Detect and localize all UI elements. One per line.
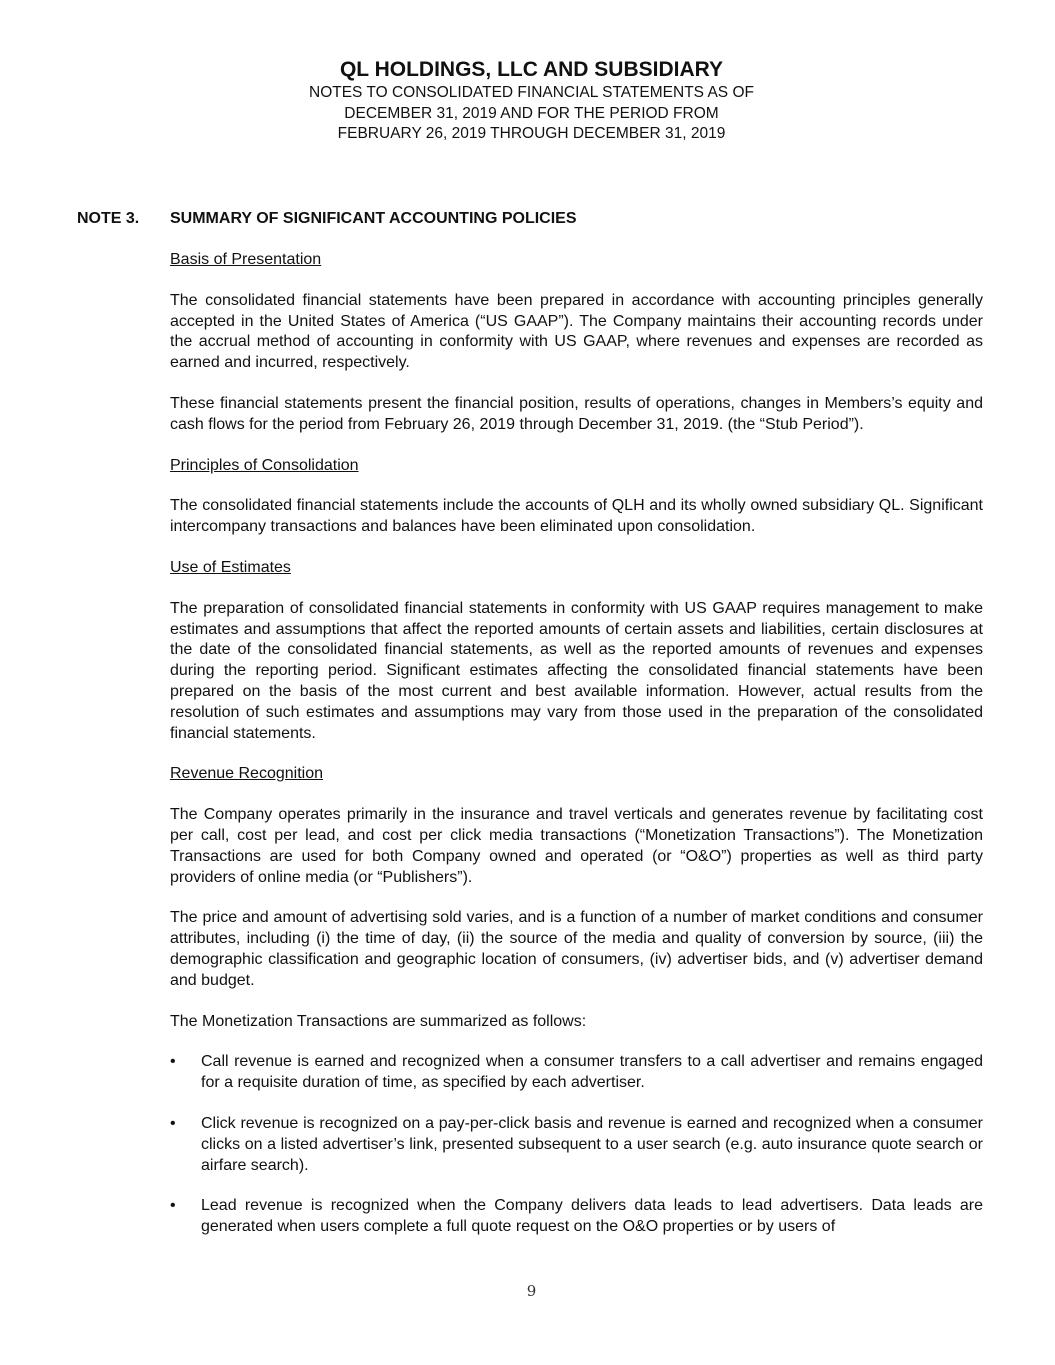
bullet-click-revenue xyxy=(170,1114,983,1176)
paragraph-basis-2: These financial statements present the financial position, results of operations, changes in Members’s equity and cash flows for the period from February 26, 2019 through December 31, 2019. (the “Stub Period”). xyxy=(170,394,983,433)
header-line-2: DECEMBER 31, 2019 AND FOR THE PERIOD FROM xyxy=(344,104,719,122)
section-heading-consolidation: Principles of Consolidation xyxy=(170,456,359,474)
header-line-3: FEBRUARY 26, 2019 THROUGH DECEMBER 31, 2019 xyxy=(337,125,726,142)
monetization-bullet-list xyxy=(170,1052,983,1238)
section-heading-basis: Basis of Presentation xyxy=(170,251,322,268)
page-number: 9 xyxy=(526,1282,537,1300)
section-heading-revenue: Revenue Recognition xyxy=(170,765,323,783)
paragraph-revenue-1: The Company operates primarily in the insurance and travel verticals and generates revenue by facilitating cost per call, cost per lead, and cost per click media transactions (“Monetization Transactions”). The Monetization Transactions are used for both Company owned and operated (or “O&O”) properties as well as third party providers of online media (or “Publishers”). xyxy=(170,806,983,886)
bullet-dot-icon: • xyxy=(170,1114,176,1132)
bullet-text: Lead revenue is recognized when the Company delivers data leads to lead advertisers. Data leads are generated when users complete a full quote request on the O&O properties or by users of xyxy=(201,1197,983,1236)
bullet-call-revenue xyxy=(170,1052,983,1094)
section-heading-estimates: Use of Estimates xyxy=(170,558,291,576)
bullet-text: Click revenue is recognized on a pay-per-click basis and revenue is earned and recognized when a consumer clicks on a listed advertiser’s link, presented subsequent to a user search (e.g. auto insurance quote search or airfare search). xyxy=(201,1114,983,1174)
note-number: NOTE 3. xyxy=(77,210,140,227)
paragraph-revenue-3: The Monetization Transactions are summarized as follows: xyxy=(170,1012,587,1030)
paragraph-basis-1: The consolidated financial statements have been prepared in accordance with accounting principles generally accepted in the United States of America (“US GAAP”). The Company maintains their accounting records under the accrual method of accounting in conformity with US GAAP, where revenues and expenses are recorded as earned and incurred, respectively. xyxy=(170,291,983,372)
bullet-dot-icon: • xyxy=(170,1053,176,1071)
paragraph-consolidation-1: The consolidated financial statements include the accounts of QLH and its wholly owned subsidiary QL. Significant intercompany transactions and balances have been eliminated upon consolidation. xyxy=(170,497,983,536)
bullet-dot-icon: • xyxy=(170,1197,176,1215)
note-title: SUMMARY OF SIGNIFICANT ACCOUNTING POLICIES xyxy=(170,210,577,227)
paragraph-estimates-1: The preparation of consolidated financial statements in conformity with US GAAP requires management to make estimates and assumptions that affect the reported amounts of certain assets and liabilities, certain disclosures at the date of the consolidated financial statements, as well as the reported amounts of revenues and expenses during the reporting period. Significant estimates affecting the consolidated financial statements have been prepared on the basis of the most current and best available information. However, actual results from the resolution of such estimates and assumptions may vary from those used in the preparation of the consolidated financial statements. xyxy=(170,599,983,742)
header-line-1: NOTES TO CONSOLIDATED FINANCIAL STATEMENTS AS OF xyxy=(309,84,754,101)
note-body xyxy=(170,250,983,1258)
document-header xyxy=(0,57,1055,145)
paragraph-revenue-2: The price and amount of advertising sold varies, and is a function of a number of market conditions and consumer attributes, including (i) the time of day, (ii) the source of the media and quality of conversion by source, (iii) the demographic classification and geographic location of consumers, (iv) advertiser bids, and (v) advertiser demand and budget. xyxy=(170,909,983,989)
bullet-lead-revenue xyxy=(170,1196,983,1238)
bullet-text: Call revenue is earned and recognized when a consumer transfers to a call advertiser and remains engaged for a requisite duration of time, as specified by each advertiser. xyxy=(201,1053,983,1092)
company-name: QL HOLDINGS, LLC AND SUBSIDIARY xyxy=(339,58,724,81)
